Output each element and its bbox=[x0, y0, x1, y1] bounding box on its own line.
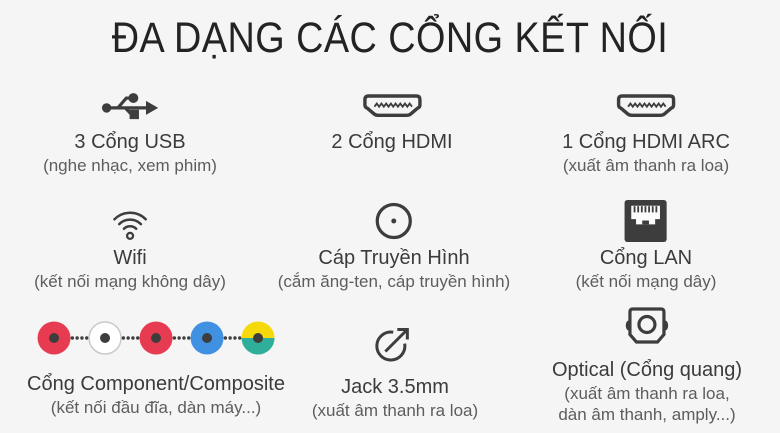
page-title: ĐA DẠNG CÁC CỔNG KẾT NỐI bbox=[111, 14, 669, 62]
port-label: Cáp Truyền Hình bbox=[318, 247, 470, 269]
port-item-hdmi-arc bbox=[562, 84, 730, 176]
port-label: 1 Cổng HDMI ARC bbox=[562, 131, 730, 153]
port-sublabel: (kết nối mạng không dây) bbox=[34, 272, 226, 291]
port-sublabel: (kết nối đầu đĩa, dàn máy...) bbox=[50, 398, 262, 417]
ethernet-port-icon bbox=[624, 198, 668, 244]
port-item-optical bbox=[552, 302, 742, 425]
usb-icon bbox=[100, 84, 160, 128]
hdmi-icon bbox=[362, 84, 422, 128]
port-item-usb bbox=[43, 84, 217, 176]
port-item-hdmi bbox=[331, 84, 452, 155]
port-sublabel: (xuất âm thanh ra loa, bbox=[564, 384, 730, 403]
rca-connectors-icon bbox=[36, 318, 276, 358]
optical-port-icon bbox=[623, 302, 671, 350]
port-item-wifi bbox=[34, 198, 226, 292]
port-sublabel: (kết nối mạng dây) bbox=[575, 272, 717, 291]
port-item-component bbox=[27, 318, 285, 418]
port-sublabel: (cắm ăng-ten, cáp truyền hình) bbox=[277, 272, 511, 291]
port-label: Jack 3.5mm bbox=[341, 376, 449, 398]
port-label: 2 Cổng HDMI bbox=[331, 131, 453, 153]
port-label: Wifi bbox=[113, 247, 147, 269]
port-item-tv-cable bbox=[278, 198, 510, 292]
port-label: Optical (Cổng quang) bbox=[551, 359, 743, 381]
port-sublabel: (nghe nhạc, xem phim) bbox=[43, 156, 217, 175]
port-item-lan bbox=[576, 198, 717, 292]
port-item-jack bbox=[312, 313, 478, 421]
audio-jack-icon bbox=[372, 313, 418, 369]
port-label: Cổng LAN bbox=[599, 247, 693, 269]
port-sublabel-line2: dàn âm thanh, amply...) bbox=[558, 405, 736, 424]
hdmi-icon bbox=[616, 84, 676, 128]
port-sublabel: (xuất âm thanh ra loa) bbox=[562, 156, 730, 175]
coax-cable-icon bbox=[373, 198, 415, 244]
port-label: 3 Cổng USB bbox=[74, 131, 186, 153]
wifi-icon bbox=[107, 198, 153, 244]
port-sublabel: (xuất âm thanh ra loa) bbox=[311, 401, 479, 420]
port-label: Cổng Component/Composite bbox=[27, 373, 285, 395]
